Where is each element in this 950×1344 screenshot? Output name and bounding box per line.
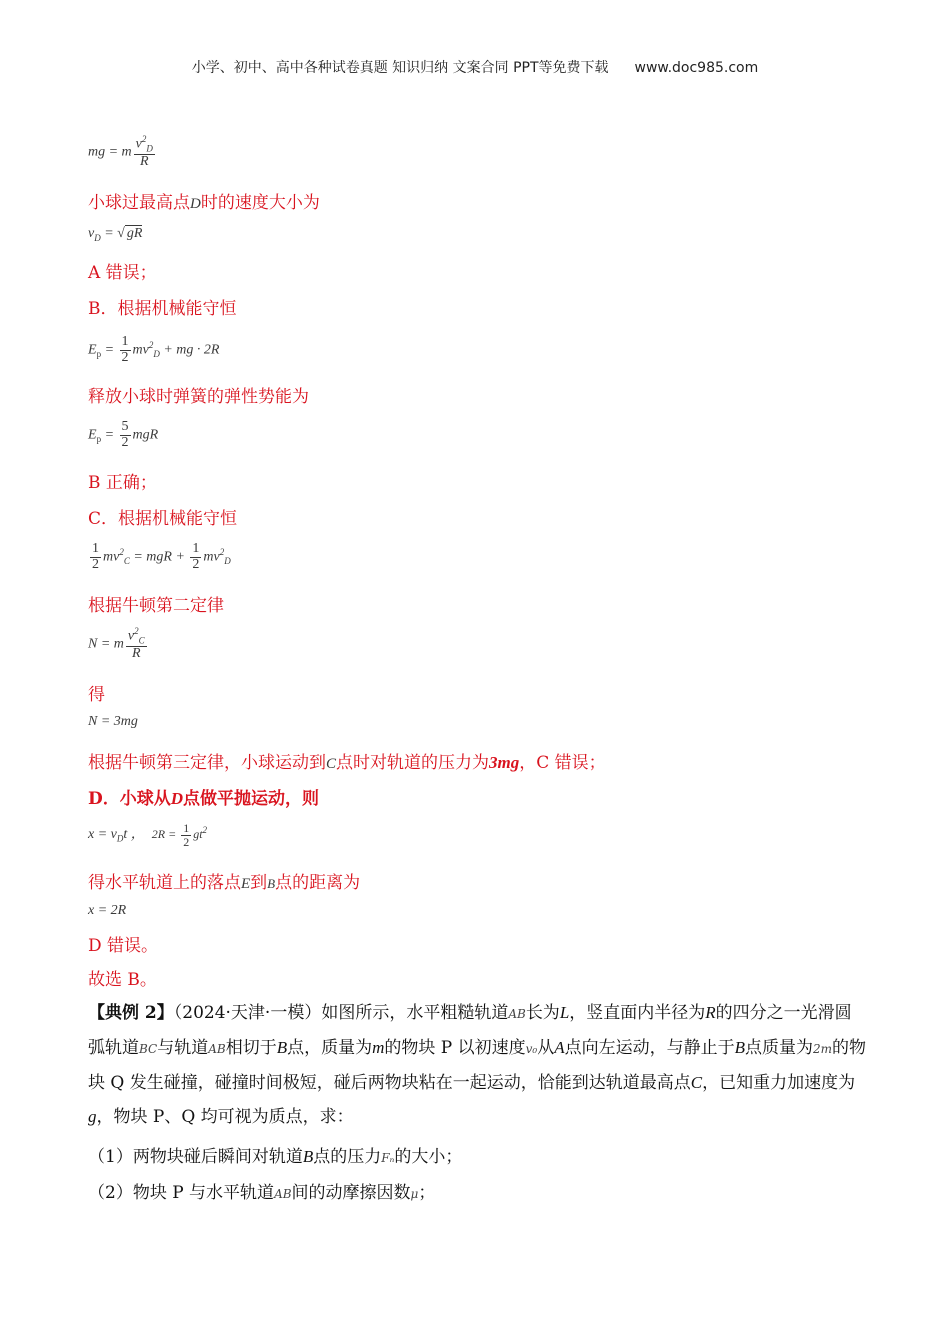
example-2-paragraph: 【典例 2】（2024·天津·一模）如图所示，水平粗糙轨道AB长为L，竖直面内半径为R的四分之一光滑圆弧轨道BC与轨道AB相切于B点，质量为m的物块 P 以初速度v₀从A点向左运动，与静止于B点质量为2m的物块 Q 发生碰撞，碰撞时间极短，碰后两物块粘在一起运动，恰能到达轨道最高点C，已知重力加速度为g，物块 P、Q 均可视为质点，求： <box>88 1003 867 1127</box>
text-release: 释放小球时弹簧的弹性势能为 <box>88 387 309 407</box>
question-2: （2）物块 P 与水平轨道AB间的动摩擦因数μ； <box>88 1183 436 1203</box>
page-header <box>0 57 950 77</box>
formula-ep: $E_p$ = $\frac{5}{2}$ mgR <box>88 419 159 450</box>
formula-normal-force: N = m $\frac{v^2_C}{R}$ <box>88 626 145 661</box>
text-d-wrong: D 错误。 <box>88 936 159 956</box>
text-de: 得 <box>88 685 105 705</box>
text-choose: 故选 B。 <box>88 970 157 990</box>
formula-n3mg: N = 3mg <box>88 714 138 729</box>
text-b-title: B．根据机械能守恒 <box>88 299 237 319</box>
formula-vd: $v_D$ = √ gR <box>88 226 143 243</box>
example-tag: 【典例 2】 <box>88 1003 174 1023</box>
formula-centripetal: mg = m $\frac{v^2_D}{R}$ <box>88 134 153 169</box>
formula-energy-c: $\frac{1}{2}$ $mv^2_C$ = mgR + $\frac{1}{2}$ $mv^2_D$ <box>92 541 231 572</box>
text-c-title: C．根据机械能守恒 <box>88 509 238 529</box>
text-newton2: 根据牛顿第二定律 <box>88 596 224 616</box>
text-speed-at-d: 小球过最高点D时的速度大小为 <box>88 193 320 213</box>
question-1: （1）两物块碰后瞬间对轨道B点的压力Fₙ的大小； <box>88 1147 463 1167</box>
text-b-right: B 正确； <box>88 473 157 493</box>
formula-x2r: x = 2R <box>88 903 127 918</box>
formula-projectile: $x = v_Dt$ ， 2R = $\frac{1}{2}$ $gt^2$ <box>88 821 208 849</box>
text-newton3: 根据牛顿第三定律，小球运动到C点时对轨道的压力为3mg，C 错误； <box>88 753 606 773</box>
text-d-title: D．小球从D点做平抛运动，则 <box>88 789 320 809</box>
formula-energy-b: $E_p$ = $\frac{1}{2}$ $mv^2_D$ + mg · 2R <box>88 334 220 365</box>
header-site: www.doc985.com <box>634 60 759 76</box>
text-landing: 得水平轨道上的落点E到B点的距离为 <box>88 873 361 893</box>
header-text: 小学、初中、高中各种试卷真题 知识归纳 文案合同 PPT等免费下载 <box>191 60 609 76</box>
text-a-wrong: A 错误； <box>88 263 157 283</box>
